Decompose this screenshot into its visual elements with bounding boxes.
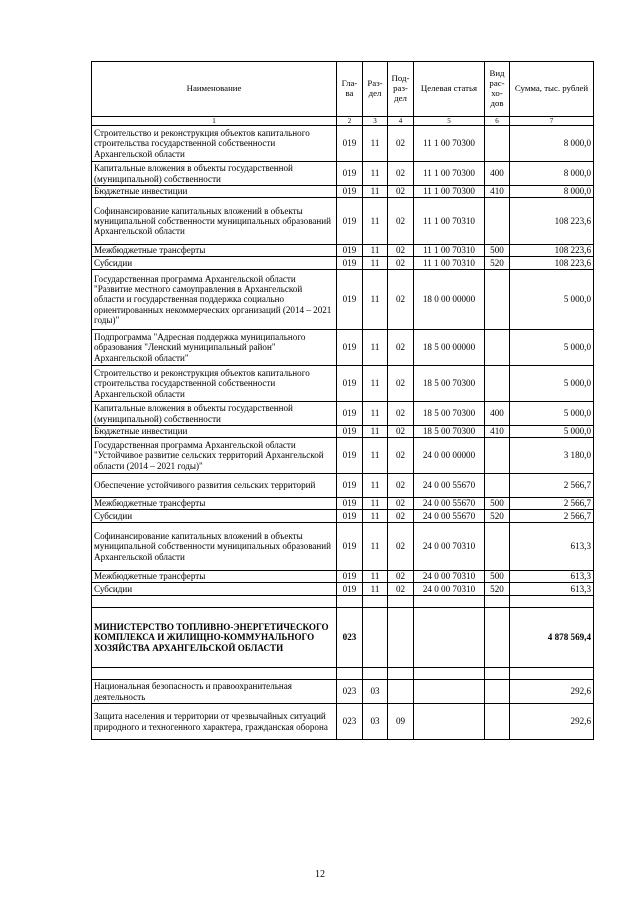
row-target: 11 1 00 70300 <box>414 126 485 162</box>
row-target: 24 0 00 55670 <box>414 510 485 523</box>
row-amount: 5 000,0 <box>510 330 594 366</box>
row-section: 11 <box>363 366 388 402</box>
row-expense-type: 400 <box>485 402 510 426</box>
row-subsection: 02 <box>388 257 414 270</box>
column-number: 5 <box>414 117 485 126</box>
row-expense-type <box>485 270 510 330</box>
header-target: Целевая статья <box>414 62 485 117</box>
row-expense-type: 410 <box>485 186 510 198</box>
row-subsection <box>388 608 414 668</box>
row-name: Государственная программа Архангельской области "Развитие местного самоуправления в Архангельской области и государственная поддержка социально ориентированных некоммерческих организаций (2014 – 2021 годы)" <box>92 270 337 330</box>
column-number: 1 <box>92 117 337 126</box>
row-subsection <box>388 680 414 704</box>
row-expense-type: 500 <box>485 245 510 257</box>
table-header-row <box>92 62 594 117</box>
row-section: 11 <box>363 474 388 498</box>
row-expense-type: 410 <box>485 426 510 438</box>
row-target: 18 5 00 70300 <box>414 426 485 438</box>
row-expense-type <box>485 608 510 668</box>
row-chapter: 019 <box>337 186 363 198</box>
row-section <box>363 596 388 608</box>
row-name: Бюджетные инвестиции <box>92 186 337 198</box>
row-section: 11 <box>363 245 388 257</box>
row-amount: 5 000,0 <box>510 402 594 426</box>
header-section: Раз-дел <box>363 62 388 117</box>
row-chapter: 019 <box>337 198 363 245</box>
row-subsection: 09 <box>388 704 414 740</box>
row-name: Бюджетные инвестиции <box>92 426 337 438</box>
row-name: Межбюджетные трансферты <box>92 571 337 583</box>
row-expense-type: 500 <box>485 571 510 583</box>
row-name: Национальная безопасность и правоохранительная деятельность <box>92 680 337 704</box>
header-expense-type: Вид рас-хо-дов <box>485 62 510 117</box>
row-subsection: 02 <box>388 162 414 186</box>
row-chapter: 019 <box>337 426 363 438</box>
row-name <box>92 668 337 680</box>
row-amount: 292,6 <box>510 704 594 740</box>
row-expense-type: 520 <box>485 583 510 596</box>
row-chapter: 019 <box>337 438 363 474</box>
row-expense-type: 400 <box>485 162 510 186</box>
row-name: МИНИСТЕРСТВО ТОПЛИВНО-ЭНЕРГЕТИЧЕСКОГО КОМПЛЕКСА И ЖИЛИЩНО-КОММУНАЛЬНОГО ХОЗЯЙСТВА АРХАНГЕЛЬСКОЙ ОБЛАСТИ <box>92 608 337 668</box>
row-subsection: 02 <box>388 245 414 257</box>
row-amount: 108 223,6 <box>510 245 594 257</box>
budget-table <box>91 61 594 740</box>
table-row <box>92 126 594 162</box>
table-row <box>92 704 594 740</box>
row-chapter: 019 <box>337 523 363 571</box>
row-target: 11 1 00 70300 <box>414 186 485 198</box>
row-section: 03 <box>363 704 388 740</box>
row-section: 11 <box>363 330 388 366</box>
row-expense-type <box>485 668 510 680</box>
row-amount: 613,3 <box>510 571 594 583</box>
column-number: 3 <box>363 117 388 126</box>
row-chapter: 023 <box>337 608 363 668</box>
column-numbers-row <box>92 117 594 126</box>
row-target: 18 5 00 00000 <box>414 330 485 366</box>
row-chapter: 019 <box>337 474 363 498</box>
row-name: Строительство и реконструкция объектов капитального строительства государственной собственности Архангельской области <box>92 126 337 162</box>
row-name: Софинансирование капитальных вложений в объекты муниципальной собственности муниципальных образований Архангельской области <box>92 198 337 245</box>
row-chapter <box>337 596 363 608</box>
row-target: 11 1 00 70310 <box>414 257 485 270</box>
column-number: 7 <box>510 117 594 126</box>
row-section: 11 <box>363 162 388 186</box>
row-subsection: 02 <box>388 198 414 245</box>
row-chapter: 019 <box>337 366 363 402</box>
row-subsection: 02 <box>388 438 414 474</box>
row-target: 11 1 00 70300 <box>414 162 485 186</box>
row-amount: 5 000,0 <box>510 366 594 402</box>
row-expense-type <box>485 704 510 740</box>
table-row <box>92 270 594 330</box>
row-subsection: 02 <box>388 426 414 438</box>
table-row <box>92 680 594 704</box>
table-row <box>92 162 594 186</box>
row-subsection: 02 <box>388 186 414 198</box>
row-name: Государственная программа Архангельской области "Устойчивое развитие сельских территорий Архангельской области (2014 – 2021 годы)" <box>92 438 337 474</box>
row-section: 11 <box>363 426 388 438</box>
row-section: 03 <box>363 680 388 704</box>
row-target: 18 0 00 00000 <box>414 270 485 330</box>
table-row <box>92 571 594 583</box>
row-section: 11 <box>363 523 388 571</box>
row-section: 11 <box>363 438 388 474</box>
row-chapter: 019 <box>337 330 363 366</box>
table-row <box>92 608 594 668</box>
row-target <box>414 596 485 608</box>
table-row <box>92 523 594 571</box>
row-subsection: 02 <box>388 126 414 162</box>
row-section: 11 <box>363 198 388 245</box>
row-subsection: 02 <box>388 523 414 571</box>
row-section <box>363 668 388 680</box>
row-amount: 2 566,7 <box>510 510 594 523</box>
row-amount: 8 000,0 <box>510 162 594 186</box>
row-subsection: 02 <box>388 571 414 583</box>
row-section: 11 <box>363 186 388 198</box>
row-name: Капитальные вложения в объекты государственной (муниципальной) собственности <box>92 402 337 426</box>
table-row <box>92 426 594 438</box>
row-target: 11 1 00 70310 <box>414 198 485 245</box>
row-name: Межбюджетные трансферты <box>92 498 337 510</box>
row-target <box>414 608 485 668</box>
row-section <box>363 608 388 668</box>
column-number: 6 <box>485 117 510 126</box>
row-name: Субсидии <box>92 257 337 270</box>
row-amount: 613,3 <box>510 523 594 571</box>
row-section: 11 <box>363 583 388 596</box>
row-target: 24 0 00 70310 <box>414 523 485 571</box>
row-name: Субсидии <box>92 583 337 596</box>
row-section: 11 <box>363 510 388 523</box>
row-amount: 5 000,0 <box>510 426 594 438</box>
row-amount: 3 180,0 <box>510 438 594 474</box>
row-name: Субсидии <box>92 510 337 523</box>
row-subsection: 02 <box>388 270 414 330</box>
row-chapter: 023 <box>337 680 363 704</box>
row-amount: 8 000,0 <box>510 186 594 198</box>
row-expense-type: 520 <box>485 257 510 270</box>
table-body <box>92 126 594 740</box>
table-row <box>92 510 594 523</box>
row-section: 11 <box>363 571 388 583</box>
row-chapter: 019 <box>337 571 363 583</box>
row-name: Строительство и реконструкция объектов капитального строительства государственной собственности Архангельской области <box>92 366 337 402</box>
row-target: 24 0 00 00000 <box>414 438 485 474</box>
row-subsection <box>388 596 414 608</box>
row-expense-type <box>485 330 510 366</box>
row-chapter: 019 <box>337 510 363 523</box>
row-subsection: 02 <box>388 474 414 498</box>
table-row <box>92 438 594 474</box>
row-amount: 4 878 569,4 <box>510 608 594 668</box>
row-amount: 2 566,7 <box>510 474 594 498</box>
row-subsection: 02 <box>388 583 414 596</box>
row-amount: 8 000,0 <box>510 126 594 162</box>
row-expense-type <box>485 474 510 498</box>
table-row <box>92 245 594 257</box>
row-subsection: 02 <box>388 402 414 426</box>
table-row <box>92 257 594 270</box>
row-subsection: 02 <box>388 366 414 402</box>
table-row <box>92 330 594 366</box>
row-chapter: 019 <box>337 498 363 510</box>
row-chapter: 019 <box>337 583 363 596</box>
row-chapter: 019 <box>337 126 363 162</box>
row-expense-type <box>485 523 510 571</box>
row-name: Межбюджетные трансферты <box>92 245 337 257</box>
row-chapter: 023 <box>337 704 363 740</box>
row-name <box>92 596 337 608</box>
row-target: 24 0 00 70310 <box>414 583 485 596</box>
column-number: 2 <box>337 117 363 126</box>
row-amount: 108 223,6 <box>510 198 594 245</box>
table-row <box>92 186 594 198</box>
row-chapter: 019 <box>337 162 363 186</box>
row-amount: 5 000,0 <box>510 270 594 330</box>
header-amount: Сумма, тыс. рублей <box>510 62 594 117</box>
page-number: 12 <box>315 869 325 880</box>
row-target <box>414 668 485 680</box>
table-row <box>92 402 594 426</box>
row-expense-type <box>485 680 510 704</box>
row-name: Защита населения и территории от чрезвычайных ситуаций природного и техногенного характера, гражданская оборона <box>92 704 337 740</box>
row-target: 18 5 00 70300 <box>414 402 485 426</box>
row-subsection: 02 <box>388 498 414 510</box>
row-chapter: 019 <box>337 402 363 426</box>
row-section: 11 <box>363 257 388 270</box>
row-subsection: 02 <box>388 510 414 523</box>
row-name: Софинансирование капитальных вложений в объекты муниципальной собственности муниципальных образований Архангельской области <box>92 523 337 571</box>
header-subsection: Под-раз-дел <box>388 62 414 117</box>
row-expense-type <box>485 596 510 608</box>
header-name: Наименование <box>92 62 337 117</box>
row-chapter: 019 <box>337 245 363 257</box>
row-chapter: 019 <box>337 257 363 270</box>
table-row <box>92 198 594 245</box>
table-row <box>92 474 594 498</box>
row-target: 24 0 00 55670 <box>414 498 485 510</box>
row-amount: 613,3 <box>510 583 594 596</box>
table-spacer-row <box>92 596 594 608</box>
row-amount: 2 566,7 <box>510 498 594 510</box>
row-expense-type <box>485 126 510 162</box>
row-amount <box>510 668 594 680</box>
row-section: 11 <box>363 126 388 162</box>
row-chapter: 019 <box>337 270 363 330</box>
row-section: 11 <box>363 498 388 510</box>
row-target <box>414 680 485 704</box>
row-chapter <box>337 668 363 680</box>
row-expense-type: 500 <box>485 498 510 510</box>
row-amount <box>510 596 594 608</box>
table-row <box>92 498 594 510</box>
row-section: 11 <box>363 270 388 330</box>
header-chapter: Гла-ва <box>337 62 363 117</box>
row-amount: 292,6 <box>510 680 594 704</box>
row-target: 11 1 00 70310 <box>414 245 485 257</box>
column-number: 4 <box>388 117 414 126</box>
row-target: 18 5 00 70300 <box>414 366 485 402</box>
row-expense-type: 520 <box>485 510 510 523</box>
row-amount: 108 223,6 <box>510 257 594 270</box>
row-expense-type <box>485 198 510 245</box>
row-target <box>414 704 485 740</box>
table-row <box>92 366 594 402</box>
row-subsection <box>388 668 414 680</box>
row-target: 24 0 00 70310 <box>414 571 485 583</box>
row-expense-type <box>485 438 510 474</box>
row-subsection: 02 <box>388 330 414 366</box>
row-name: Подпрограмма "Адресная поддержка муниципального образования "Ленский муниципальный район" Архангельской области" <box>92 330 337 366</box>
table-spacer-row <box>92 668 594 680</box>
row-target: 24 0 00 55670 <box>414 474 485 498</box>
table-row <box>92 583 594 596</box>
row-name: Обеспечение устойчивого развития сельских территорий <box>92 474 337 498</box>
row-expense-type <box>485 366 510 402</box>
row-section: 11 <box>363 402 388 426</box>
row-name: Капитальные вложения в объекты государственной (муниципальной) собственности <box>92 162 337 186</box>
